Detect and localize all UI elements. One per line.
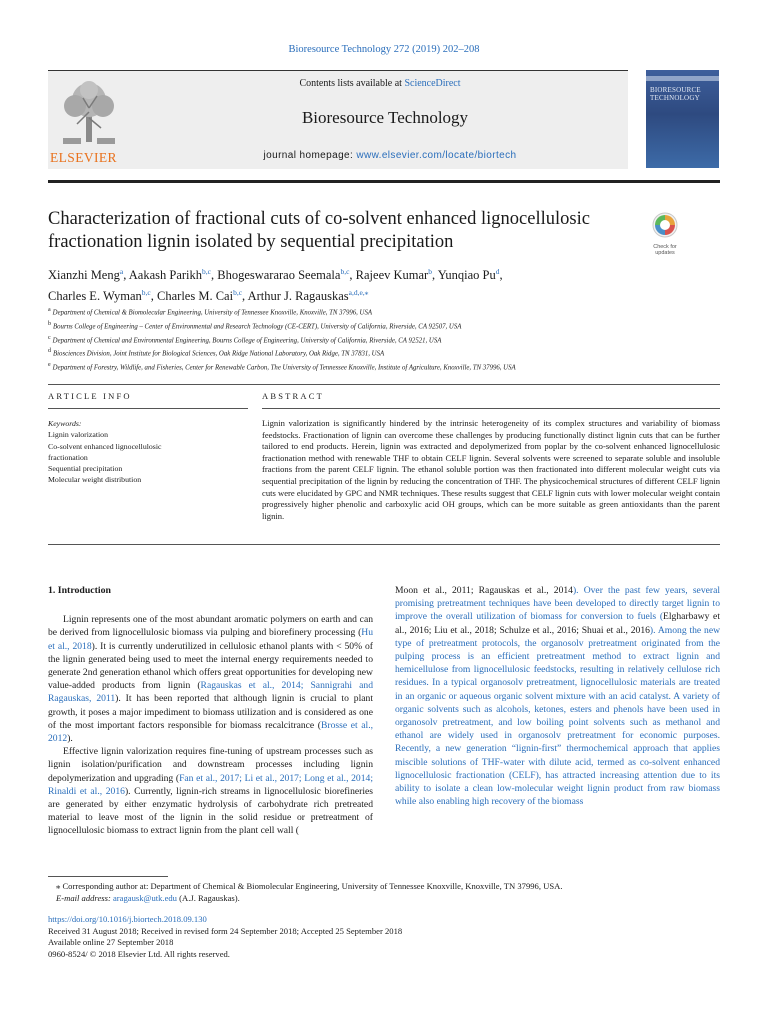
homepage-link[interactable]: www.elsevier.com/locate/biortech [356,150,517,161]
paragraph [48,745,373,837]
author-affiliation-mark[interactable]: b,c [141,288,151,298]
publication-info [48,914,720,960]
email-suffix: (A.J. Ragauskas). [176,892,240,903]
journal-reference[interactable] [0,44,768,55]
check-for-updates-icon [652,212,678,238]
elsevier-tree-icon [53,78,125,148]
cover-title-line2: TECHNOLOGY [650,94,700,102]
author-name[interactable]: Xianzhi Meng [48,268,120,283]
abstract-divider [262,408,720,409]
keywords-block [48,418,248,486]
author-name[interactable]: Rajeev Kumar [355,268,429,283]
contents-prefix: Contents lists available at [299,78,405,89]
body-column-right [395,584,720,808]
body-text: ). It has been reported that although lignin is crucial to plant growth, it poses a major impediment to biomass utilization and is considered as one of the most important factors responsible for biomass recalcitrance ( [48,693,373,731]
affiliation-item [48,319,720,333]
section-heading-introduction: 1. Introduction [48,585,111,596]
check-label-line2: updates [655,250,675,256]
author-affiliation-mark[interactable]: b,c [202,267,211,276]
check-for-updates-label [644,244,686,256]
check-for-updates-button[interactable] [644,212,686,256]
author-list: Xianzhi Meng$^a$, Aakash Parikh$^{b,c}$, Bhogeswararao Seemala$^{b,c}$, Rajeev Kumar$^b$, Yunqiao Pu$^d$, Charles E. Wyman$^{b,c}$, Charles M. Cai$^{b,c}$, Arthur J. Ragauskas$^{a,d,e,⁎}$ [48,267,503,304]
cover-title-line1: BIORESOURCE [650,86,701,94]
copyright: 0960-8524/ © 2018 Elsevier Ltd. All rights reserved. [48,948,230,959]
email-line [48,893,720,905]
cover-band [646,76,719,81]
author-affiliation-mark[interactable]: a [119,267,124,276]
affiliation-item [48,360,720,374]
contents-available [130,78,630,89]
article-info-divider [48,408,248,409]
affiliation-text: Department of Chemical & Biomolecular Engineering, University of Tennessee Knoxville, Knoxville, TN 37996, USA [52,309,373,317]
body-text: ). [67,733,73,745]
email-label: E-mail address: [56,892,111,903]
abstract-bottom-divider [48,544,720,545]
author-affiliation-mark[interactable]: d [495,267,500,276]
keywords-label: Keywords: [48,419,82,428]
check-label-line1: Check for [653,244,677,250]
keyword-item: Sequential precipitation [48,464,123,474]
affiliation-mark: a [48,307,51,313]
sciencedirect-link[interactable]: ScienceDirect [404,78,461,89]
keyword-item: fractionation [48,452,88,462]
cover-title [650,86,701,102]
author-name[interactable]: Charles E. Wyman [48,289,142,304]
abstract-heading: ABSTRACT [262,391,324,401]
affiliation-mark: b [48,320,51,327]
elsevier-wordmark: ELSEVIER [50,150,117,165]
body-text: Elgharbawy et al., 2016; Liu et al., 2018; Schulze et al., 2016; Shuai et al., 2016 [395,611,720,636]
email-link[interactable]: aragausk@utk.edu [112,892,177,903]
body-text: ). It is currently underutilized in cellulosic ethanol plants with < 50% of the lignin generated being used to meet the internal energy requirements needed to generate 2nd generation ethanol which offers great opportunities for developing new value-added products from lignin ( [48,640,373,692]
affiliation-mark: c [48,334,51,341]
author-affiliation-mark[interactable]: b,c [233,288,243,298]
author-affiliation-mark[interactable]: b,c [340,267,350,276]
body-text: Moon et al., 2011; Ragauskas et al., 2014 [395,585,573,596]
corresponding-author-text: ⁎ Corresponding author at: Department of Chemical & Biomolecular Engineering, University of Tennessee Knoxville, Knoxville, TN 37996, USA. [56,881,563,891]
author-name[interactable]: Bhogeswararao Seemala [217,268,341,283]
citation-link[interactable]: ). Among the new type of pretreatment protocols, the organosolv pretreatment originated from the pulping process is an efficient pretreatment method to extract lignin and hemicellulose from lignocellulosic feedstocks, resulting in relatively cellulose rich residues. In a typical organosolv pretreatment, lignocellulosic materials are treated in an organic or aqueous organic solvent mixture with an acid catalyst. A variety of organic solvents such as alcohols, ketones, esters and phenols have been used in organosolv pretreatment, and low boiling point solvents such as methanol and ethanol are widely used in organosolv pretreatment for economic purposes. Recently, a new generation “lignin-first” thermochemical approach that applies miscible solutions of THF-water with dilute acid, termed as co-solvent enhanced lignocellulosic fractionation (CELF), has attracted increasing attention due to its ability to isolate a clean low-molecular weight lignin product from raw biomass while also enabling high recovery of the biomass [395,624,721,808]
citation-link[interactable]: Hu et al., 2018 [48,627,373,652]
citation-link[interactable]: Fan et al., 2017; Li et al., 2017; Long et al., 2014; Rinaldi et al., 2016 [48,772,373,797]
journal-reference-link[interactable]: Bioresource Technology 272 (2019) 202–208 [288,44,480,55]
footnote-divider [48,876,168,877]
body-text: Effective lignin valorization requires fine-tuning of upstream processes such as lignin isolation/purification and downstream processes including lignin depolymerization and upgrading ( [48,746,373,784]
journal-name: Bioresource Technology [301,108,469,127]
citation-link[interactable]: Brosse et al., 2012 [48,719,374,745]
corresponding-author-footnote [48,881,720,904]
author-affiliation-mark[interactable]: a,d,e,⁎ [348,288,369,298]
body-text: Lignin represents one of the most abundant aromatic polymers on earth and can be derived from lignocellulosic biomass via pulping and biorefinery processing ( [48,614,373,639]
affiliation-item [48,346,720,360]
author-affiliation-mark[interactable]: b [428,267,432,276]
body-text: ). Currently, lignin-rich streams in lignocellulosic biorefineries are generated by either enzymatic hydrolysis of carbohydrate rich pretreated material to leave most of the lignin in the solid residue or pretreatment of lignocellulosic biomass to extract lignin from the plant cell wall ( [48,785,373,837]
author-name[interactable]: Aakash Parikh [128,268,203,283]
affiliation-text: Biosciences Division, Joint Institute for Biological Sciences, Oak Ridge National Laboratory, Oak Ridge, TN 37831, USA [53,350,385,358]
affiliation-text: Department of Forestry, Wildlife, and Fisheries, Center for Renewable Carbon, The University of Tennessee Knoxville, Institute of Agriculture, Knoxville, TN 37996, USA [52,364,516,372]
header-divider [48,180,720,183]
affiliation-mark: d [48,348,51,355]
affiliation-text: Department of Chemical and Environmental Engineering, Bourns College of Engineering, University of California, Riverside, CA 92521, USA [52,336,442,344]
citation-link[interactable]: ). Over the past few years, several promising pretreatment techniques have been developed to directly target lignin to improve the overall utilization of biomass for conversion to fuels ( [395,585,720,623]
homepage-label: journal homepage: [263,150,357,161]
received-dates: Received 31 August 2018; Received in revised form 24 September 2018; Accepted 25 September 2018 [48,925,403,936]
keyword-item: Molecular weight distribution [48,475,142,485]
paragraph-continued [395,584,720,808]
article-info-heading: ARTICLE INFO [48,391,132,401]
author-name[interactable]: Yunqiao Pu [437,268,496,283]
section-divider [48,384,720,385]
available-online: Available online 27 September 2018 [48,937,174,948]
keyword-item: Co-solvent enhanced lignocellulosic [48,441,162,451]
paragraph [48,613,373,745]
affiliation-mark: e [48,362,51,369]
journal-homepage [130,150,650,161]
body-column-left [48,584,373,838]
author-name[interactable]: Charles M. Cai [157,289,234,304]
affiliation-item [48,305,720,319]
affiliation-list [48,305,720,374]
author-name[interactable]: Arthur J. Ragauskas [247,289,349,304]
abstract-text: Lignin valorization is significantly hindered by the intrinsic heterogeneity of its complex structures and variability of biomass feedstocks. Fractionation of lignin can overcome these challenges by producing functionally distinct lignin cuts that can be further tailored to end products. Herein, lignin was extracted and depolymerized from poplar by the co-solvent enhanced lignocellulosic fractionation method with renewable THF to obtain CELF lignin. Several solvents were screened to separate soluble and insoluble fractions from the parent CELF lignin. The ethanol soluble portion was then fractionated into different molecular weight cuts via sequential precipitation of the lignin by reducing the concentration of THF. The physicochemical structures of different CELF lignin cuts were elucidated by GPC and NMR techniques. These results suggest that CELF lignin cuts with lower molecular weight contain progressively higher phenolic and carboxylic acid OH groups, which can be more suitable as green antioxidants than the parent lignin. [262,418,720,521]
doi-link[interactable]: https://doi.org/10.1016/j.biortech.2018.09.130 [48,914,207,924]
affiliation-item [48,333,720,347]
citation-link[interactable]: Ragauskas et al., 2014; Sannigrahi and Ragauskas, 2011 [48,680,373,705]
journal-cover-image[interactable] [646,70,719,168]
publisher-logo [48,78,130,166]
keyword-item: Lignin valorization [48,430,108,440]
article-title: Characterization of fractional cuts of co-solvent enhanced lignocellulosic fractionation lignin isolated by sequential precipitation [48,209,590,252]
affiliation-text: Bourns College of Engineering – Center of Environmental and Research Technology (CE-CERT), University of California, Riverside, CA 92507, USA [53,323,462,331]
